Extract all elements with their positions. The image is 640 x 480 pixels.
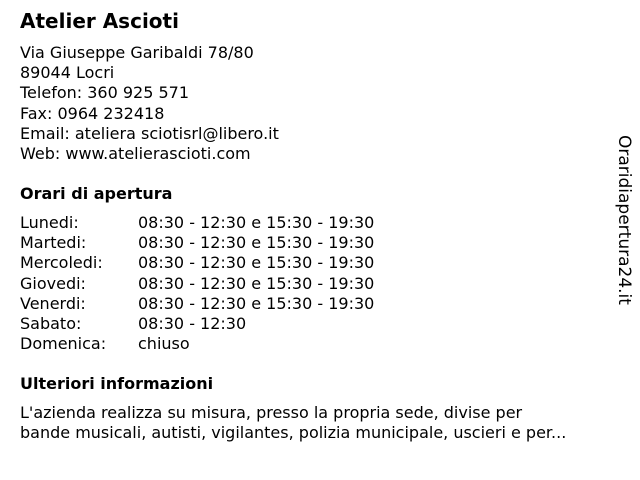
additional-info-text bbox=[20, 403, 620, 443]
hours-row-friday bbox=[20, 294, 374, 314]
contact-block bbox=[20, 43, 279, 164]
hours-day: Venerdi: bbox=[20, 293, 86, 313]
website-link: Web: www.atelierascioti.com bbox=[20, 144, 251, 164]
opening-hours-heading: Orari di apertura bbox=[20, 184, 173, 203]
hours-day: Sabato: bbox=[20, 314, 82, 334]
address-city: 89044 Locri bbox=[20, 63, 115, 83]
address-street: Via Giuseppe Garibaldi 78/80 bbox=[20, 43, 254, 62]
side-brand-watermark: Oraridiapertura24.it bbox=[614, 135, 634, 305]
hours-time: 08:30 - 12:30 e 15:30 - 19:30 bbox=[138, 273, 375, 293]
hours-day: Mercoledi: bbox=[20, 253, 103, 273]
hours-row-thursday bbox=[20, 274, 374, 294]
hours-day: Martedi: bbox=[20, 233, 87, 253]
hours-row-tuesday bbox=[20, 233, 374, 253]
hours-row-saturday bbox=[20, 314, 374, 334]
email-address: Email: ateliera sciotisrl@libero.it bbox=[20, 123, 279, 143]
info-line: bande musicali, autisti, vigilantes, polizia municipale, uscieri e per... bbox=[20, 423, 567, 443]
info-line: L'azienda realizza su misura, presso la propria sede, divise per bbox=[20, 403, 523, 422]
hours-day: Giovedi: bbox=[20, 273, 86, 293]
opening-hours-table bbox=[20, 213, 374, 354]
hours-time: 08:30 - 12:30 e 15:30 - 19:30 bbox=[138, 253, 375, 273]
hours-time: chiuso bbox=[138, 334, 190, 354]
hours-row-monday bbox=[20, 213, 374, 233]
hours-time: 08:30 - 12:30 e 15:30 - 19:30 bbox=[138, 233, 375, 253]
hours-day: Domenica: bbox=[20, 334, 107, 354]
hours-day: Lunedi: bbox=[20, 213, 79, 232]
fax-number: Fax: 0964 232418 bbox=[20, 103, 165, 123]
phone-number: Telefon: 360 925 571 bbox=[20, 83, 190, 103]
hours-time: 08:30 - 12:30 e 15:30 - 19:30 bbox=[138, 293, 375, 313]
hours-time: 08:30 - 12:30 e 15:30 - 19:30 bbox=[138, 213, 375, 232]
hours-row-sunday bbox=[20, 334, 374, 354]
additional-info-heading: Ulteriori informazioni bbox=[20, 374, 214, 393]
hours-row-wednesday bbox=[20, 253, 374, 273]
business-name: Atelier Ascioti bbox=[20, 9, 179, 33]
hours-time: 08:30 - 12:30 bbox=[138, 314, 247, 334]
